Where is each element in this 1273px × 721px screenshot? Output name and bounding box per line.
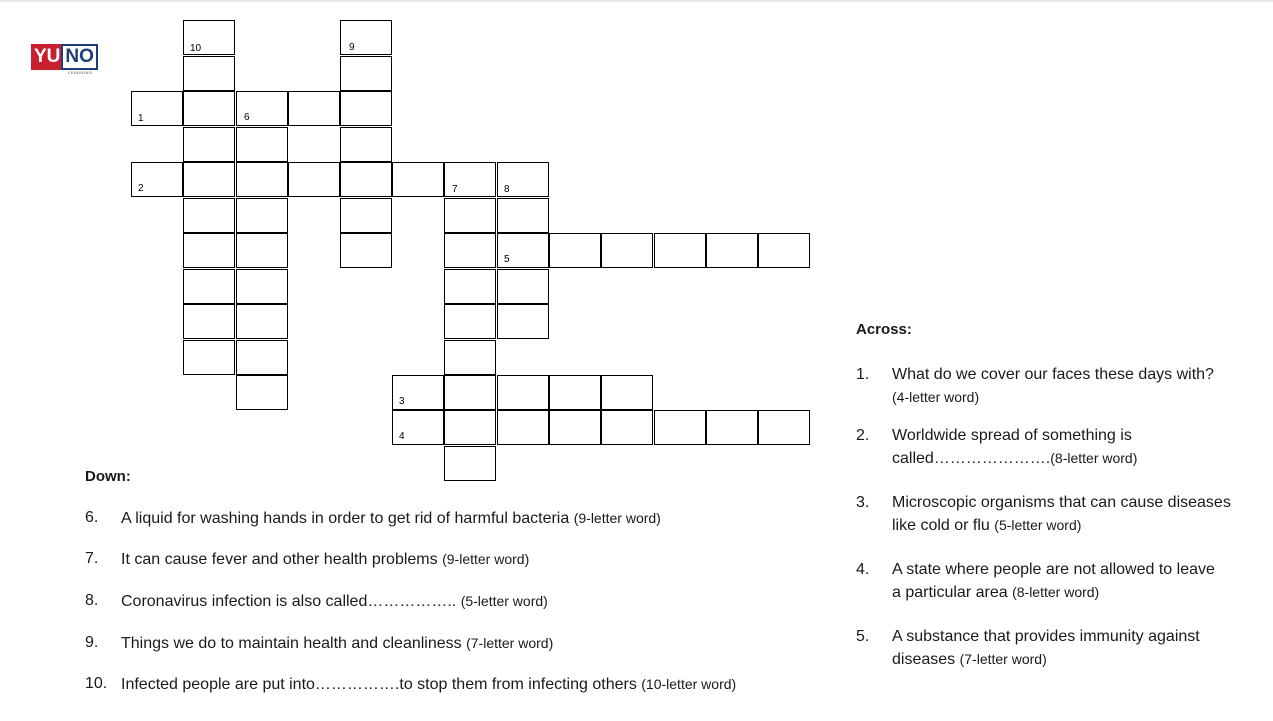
crossword-cell[interactable] <box>444 446 496 481</box>
clue-number-6: 6 <box>244 112 250 123</box>
crossword-cell[interactable] <box>340 198 392 233</box>
crossword-cell[interactable] <box>340 91 392 126</box>
crossword-cell[interactable] <box>236 304 288 339</box>
crossword-cell[interactable] <box>183 233 235 268</box>
clue-hint: (7-letter word) <box>466 635 554 651</box>
top-border <box>0 0 1273 2</box>
crossword-cell[interactable] <box>288 162 340 197</box>
crossword-cell[interactable] <box>236 340 288 375</box>
clue-number-8: 8 <box>504 184 510 195</box>
crossword-cell[interactable] <box>549 233 601 268</box>
crossword-cell[interactable] <box>183 198 235 233</box>
across-clue-1 <box>856 364 1266 408</box>
down-heading: Down: <box>85 468 131 485</box>
down-clue-7 <box>85 548 805 570</box>
clue-number-2: 2 <box>138 183 144 194</box>
clue-hint: (8-letter word) <box>1050 450 1138 466</box>
crossword-cell[interactable] <box>549 410 601 445</box>
down-clue-8 <box>85 590 805 612</box>
clue-hint: (9-letter word) <box>573 510 661 526</box>
clue-hint: (5-letter word) <box>460 593 548 609</box>
crossword-cell[interactable] <box>236 198 288 233</box>
crossword-cell[interactable] <box>183 127 235 162</box>
clue-number-5: 5 <box>504 254 510 265</box>
across-clue-3 <box>856 492 1266 536</box>
down-clue-6 <box>85 507 805 529</box>
across-clue-2 <box>856 425 1266 469</box>
clue-number: 7. <box>85 550 99 567</box>
crossword-cell[interactable] <box>183 269 235 304</box>
clue-number: 2. <box>856 427 870 444</box>
crossword-cell[interactable] <box>444 410 496 445</box>
crossword-cell[interactable] <box>183 56 235 91</box>
logo-text-no: NO <box>61 44 98 70</box>
crossword-cell[interactable] <box>183 162 235 197</box>
clue-number: 10. <box>85 675 108 692</box>
crossword-cell[interactable] <box>236 127 288 162</box>
clue-number: 9. <box>85 634 99 651</box>
crossword-cell[interactable] <box>444 269 496 304</box>
clue-text: A state where people are not allowed to leave <box>892 561 1215 578</box>
clue-number-10: 10 <box>190 43 202 54</box>
crossword-cell[interactable] <box>497 410 549 445</box>
crossword-cell[interactable] <box>549 375 601 410</box>
crossword-cell[interactable] <box>601 410 653 445</box>
clue-text: Coronavirus infection is also called…………….. <box>121 593 457 610</box>
clue-number: 5. <box>856 628 870 645</box>
crossword-cell[interactable] <box>497 375 549 410</box>
down-clue-9 <box>85 632 805 654</box>
crossword-cell[interactable] <box>236 162 288 197</box>
across-clue-5 <box>856 626 1266 670</box>
clue-hint: (8-letter word) <box>1012 584 1100 600</box>
crossword-cell[interactable] <box>497 269 549 304</box>
crossword-cell[interactable] <box>654 233 706 268</box>
clue-text-line2: like cold or flu <box>892 517 990 534</box>
crossword-cell[interactable] <box>183 304 235 339</box>
clue-hint: (10-letter word) <box>641 676 737 692</box>
clue-hint: (5-letter word) <box>994 517 1082 533</box>
across-heading: Across: <box>856 321 912 338</box>
crossword-cell[interactable] <box>706 233 758 268</box>
crossword-cell[interactable] <box>758 233 810 268</box>
clue-number-4: 4 <box>399 431 405 442</box>
logo-subtitle: LEARNING <box>68 70 93 75</box>
clue-text-line2: a particular area <box>892 584 1008 601</box>
crossword-cell[interactable] <box>497 304 549 339</box>
clue-number: 6. <box>85 509 99 526</box>
crossword-cell[interactable] <box>183 91 235 126</box>
clue-number: 3. <box>856 494 870 511</box>
crossword-cell[interactable] <box>340 233 392 268</box>
across-clue-4 <box>856 559 1266 603</box>
clue-number-7: 7 <box>452 184 458 195</box>
crossword-cell[interactable] <box>392 162 444 197</box>
clue-text: A substance that provides immunity against <box>892 628 1200 645</box>
crossword-cell[interactable] <box>444 233 496 268</box>
clue-number: 1. <box>856 366 870 383</box>
clue-text: It can cause fever and other health problems <box>121 551 438 568</box>
crossword-cell[interactable] <box>706 410 758 445</box>
crossword-cell[interactable] <box>497 198 549 233</box>
clue-hint: (9-letter word) <box>442 551 530 567</box>
logo-text-yu: YU <box>31 44 61 70</box>
crossword-cell[interactable] <box>758 410 810 445</box>
crossword-cell[interactable] <box>236 269 288 304</box>
clue-text-line2: called…………………. <box>892 450 1051 467</box>
clue-text-line2: diseases <box>892 651 956 668</box>
clue-text: Infected people are put into…………….to stop them from infecting others <box>121 676 637 693</box>
crossword-cell[interactable] <box>236 233 288 268</box>
crossword-cell[interactable] <box>444 340 496 375</box>
crossword-cell[interactable] <box>340 20 392 55</box>
crossword-cell[interactable] <box>654 410 706 445</box>
crossword-cell[interactable] <box>444 375 496 410</box>
crossword-cell[interactable] <box>340 127 392 162</box>
clue-text: Worldwide spread of something is <box>892 427 1132 444</box>
clue-text: Microscopic organisms that can cause diseases <box>892 494 1231 511</box>
crossword-cell[interactable] <box>444 304 496 339</box>
crossword-cell[interactable] <box>601 233 653 268</box>
clue-number-9: 9 <box>349 42 355 53</box>
crossword-cell[interactable] <box>236 375 288 410</box>
clue-hint: (7-letter word) <box>959 651 1047 667</box>
clue-number: 4. <box>856 561 870 578</box>
clue-text: A liquid for washing hands in order to get rid of harmful bacteria <box>121 510 570 527</box>
clue-text: What do we cover our faces these days with? <box>892 366 1214 383</box>
crossword-cell[interactable] <box>340 162 392 197</box>
clue-number: 8. <box>85 592 99 609</box>
clue-number-3: 3 <box>399 396 405 407</box>
crossword-cell[interactable] <box>340 56 392 91</box>
crossword-cell[interactable] <box>288 91 340 126</box>
crossword-cell[interactable] <box>183 340 235 375</box>
crossword-cell[interactable] <box>444 198 496 233</box>
clue-number-1: 1 <box>138 113 144 124</box>
down-clue-10 <box>85 673 805 695</box>
yuno-logo <box>31 44 103 76</box>
clue-hint: (4-letter word) <box>892 389 980 405</box>
clue-text: Things we do to maintain health and cleanliness <box>121 635 462 652</box>
crossword-cell[interactable] <box>601 375 653 410</box>
